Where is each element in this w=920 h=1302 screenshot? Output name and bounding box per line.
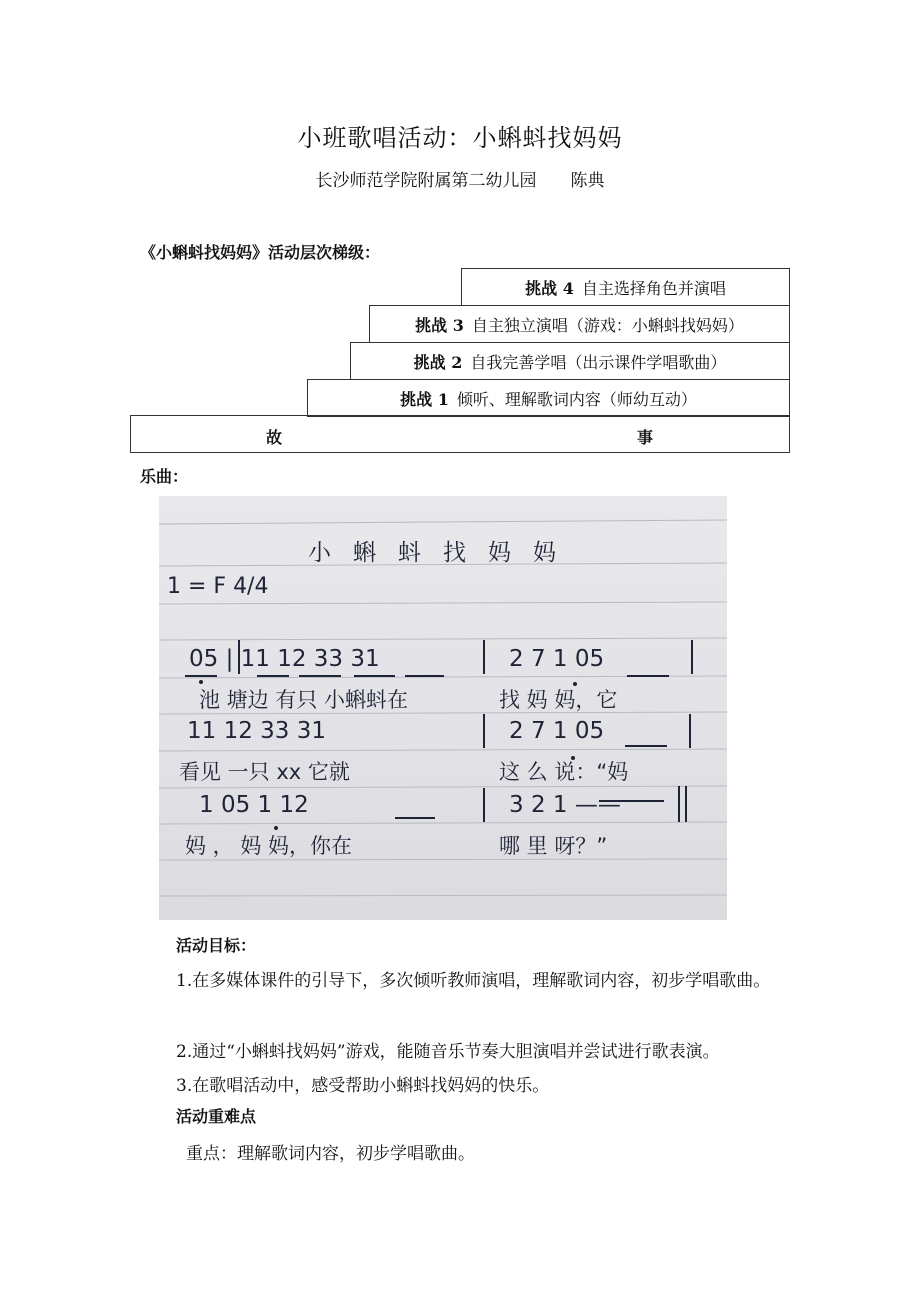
score-photo xyxy=(159,496,727,920)
author-name: 陈典 xyxy=(570,171,605,191)
goals-heading: 活动目标： xyxy=(176,936,257,955)
goal-1: 1.在多媒体课件的引导下，多次倾听教师演唱，理解歌词内容，初步学唱歌曲。 xyxy=(176,971,771,991)
challenge-4-text: 自主选择角色并演唱 xyxy=(581,278,726,298)
key-points-heading: 活动重难点 xyxy=(176,1107,257,1126)
music-label: 乐曲： xyxy=(140,467,189,486)
score-row1-lyrics-a: 池 塘边 有只 小蝌蚪在 xyxy=(199,688,409,712)
goal-3: 3.在歌唱活动中，感受帮助小蝌蚪找妈妈的快乐。 xyxy=(176,1076,550,1096)
score-row1-notes-a: 05 | 11 12 33 31 xyxy=(189,646,380,672)
challenge-1-label: 挑战 1 xyxy=(400,389,449,409)
challenge-2 xyxy=(350,342,790,380)
score-row2-lyrics-a: 看见 一只 xx 它就 xyxy=(179,760,350,784)
key-point: 重点：理解歌词内容，初步学唱歌曲。 xyxy=(186,1144,475,1164)
challenge-4 xyxy=(461,268,790,306)
challenge-1-text: 倾听、理解歌词内容（师幼互动） xyxy=(456,389,697,409)
story-base-left: 故 xyxy=(266,428,283,447)
score-row2-notes-b: 2 7 1 05 xyxy=(509,718,605,744)
school-name: 长沙师范学院附属第二幼儿园 xyxy=(315,171,537,191)
page-title: 小班歌唱活动：小蝌蚪找妈妈 xyxy=(297,124,623,152)
score-row1-lyrics-b: 找 妈 妈，它 xyxy=(499,688,618,712)
story-base xyxy=(130,415,790,453)
challenge-3-text: 自主独立演唱（游戏：小蝌蚪找妈妈） xyxy=(471,315,744,335)
score-row2-notes-a: 11 12 33 31 xyxy=(187,718,326,744)
challenge-1 xyxy=(307,379,790,417)
ladder-heading: 《小蝌蚪找妈妈》活动层次梯级： xyxy=(140,243,381,262)
score-key: 1 = F 4/4 xyxy=(167,574,269,599)
story-base-right: 事 xyxy=(637,428,654,447)
challenge-3 xyxy=(369,305,790,343)
score-row3-notes-a: 1 05 1 12 xyxy=(199,792,309,818)
score-title: 小蝌蚪找妈妈 xyxy=(308,540,578,566)
score-row3-lyrics-b: 哪 里 呀？” xyxy=(499,834,608,858)
challenge-2-label: 挑战 2 xyxy=(413,352,463,372)
challenge-2-text: 自我完善学唱（出示课件学唱歌曲） xyxy=(470,352,727,372)
challenge-3-label: 挑战 3 xyxy=(415,315,464,335)
goal-2: 2.通过“小蝌蚪找妈妈”游戏，能随音乐节奏大胆演唱并尝试进行歌表演。 xyxy=(176,1042,720,1062)
score-row2-lyrics-b: 这 么 说：“妈 xyxy=(499,760,629,784)
subtitle xyxy=(0,166,920,191)
score-row3-lyrics-a: 妈 ， 妈 妈，你在 xyxy=(185,834,353,858)
score-row3-notes-b: 3 2 1 —— xyxy=(509,792,621,818)
challenge-4-label: 挑战 4 xyxy=(525,278,574,298)
score-row1-notes-b: 2 7 1 05 xyxy=(509,646,605,672)
